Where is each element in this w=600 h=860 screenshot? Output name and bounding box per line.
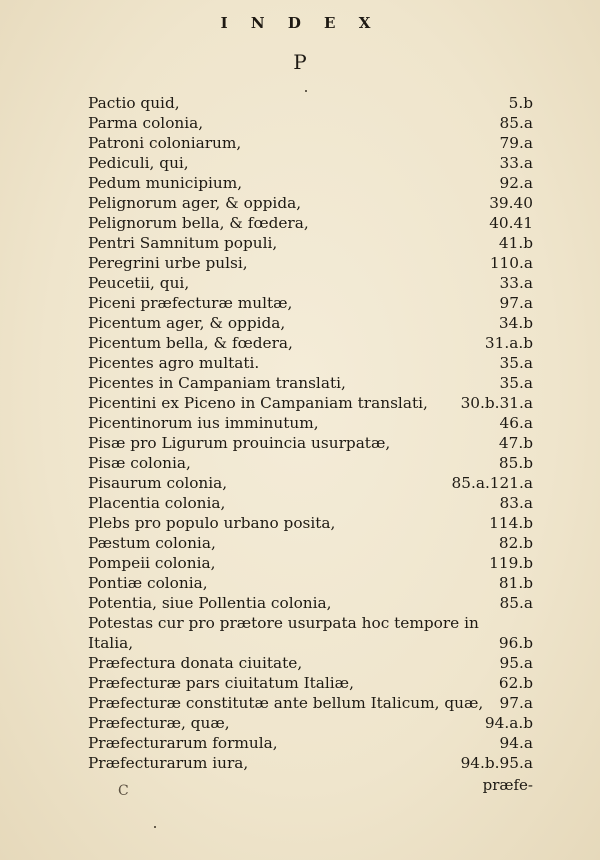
index-entries xyxy=(88,93,533,773)
running-head: I N D E X xyxy=(220,14,380,32)
index-entry: Picentinorum ius imminutum, 46.a xyxy=(88,414,533,432)
index-entry: Peregrini urbe pulsi, 110.a xyxy=(88,254,533,272)
index-entry: Pelignorum bella, & fœdera, 40.41 xyxy=(88,214,533,232)
index-entry: Pisæ colonia, 85.b xyxy=(88,454,533,472)
section-letter: P xyxy=(293,50,307,74)
index-entry: Pæstum colonia, 82.b xyxy=(88,534,533,552)
index-entry: Picentes in Campaniam translati, 35.a xyxy=(88,374,533,392)
ink-speck xyxy=(305,90,307,92)
index-entry: Pisæ pro Ligurum prouincia usurpatæ, 47.b xyxy=(88,434,533,452)
index-entry: Pediculi, qui, 33.a xyxy=(88,154,533,172)
index-entry: Præfecturæ constitutæ ante bellum Italicum, quæ, 97.a xyxy=(88,694,533,712)
ink-speck xyxy=(154,826,156,828)
index-entry: Pontiæ colonia, 81.b xyxy=(88,574,533,592)
index-entry: Parma colonia, 85.a xyxy=(88,114,533,132)
index-entry: Picentini ex Piceno in Campaniam translati, 30.b.31.a xyxy=(88,394,533,412)
index-entry: Pompeii colonia, 119.b xyxy=(88,554,533,572)
index-entry: Placentia colonia, 83.a xyxy=(88,494,533,512)
index-entry: Pelignorum ager, & oppida, 39.40 xyxy=(88,194,533,212)
index-entry: Picentum bella, & fœdera, 31.a.b xyxy=(88,334,533,352)
index-entry: Pactio quid, 5.b xyxy=(88,94,533,112)
index-entry: Peucetii, qui, 33.a xyxy=(88,274,533,292)
index-entry: Pentri Samnitum populi, 41.b xyxy=(88,234,533,252)
index-entry: Plebs pro populo urbano posita, 114.b xyxy=(88,514,533,532)
index-entry: Pedum municipium, 92.a xyxy=(88,174,533,192)
catchword: præfe- xyxy=(482,776,533,794)
index-entry: Picentes agro multati. 35.a xyxy=(88,354,533,372)
index-entry: Piceni præfecturæ multæ, 97.a xyxy=(88,294,533,312)
index-entry: Potentia, siue Pollentia colonia, 85.a xyxy=(88,594,533,612)
index-entry: Picentum ager, & oppida, 34.b xyxy=(88,314,533,332)
index-entry: Patroni coloniarum, 79.a xyxy=(88,134,533,152)
index-entry: Præfecturarum iura, 94.b.95.a xyxy=(88,754,533,772)
index-entry: Præfecturarum formula, 94.a xyxy=(88,734,533,752)
index-entry: Præfecturæ pars ciuitatum Italiæ, 62.b xyxy=(88,674,533,692)
bottom-mark: C xyxy=(118,783,129,799)
index-entry: Præfecturæ, quæ, 94.a.b xyxy=(88,714,533,732)
index-entry: Potestas cur pro prætore usurpata hoc tempore in Italia, 96.b xyxy=(88,614,533,652)
index-entry: Præfectura donata ciuitate, 95.a xyxy=(88,654,533,672)
index-entry: Pisaurum colonia, 85.a.121.a xyxy=(88,474,533,492)
